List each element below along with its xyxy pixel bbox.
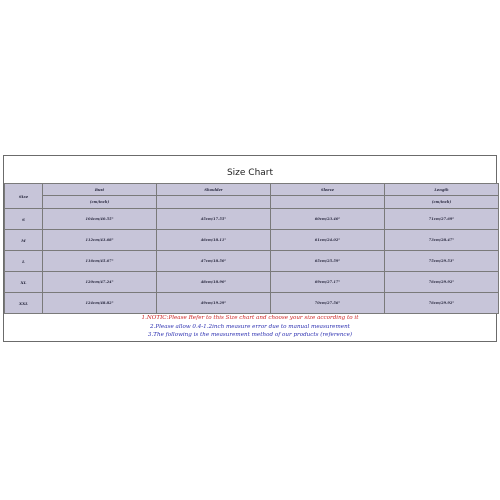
sleeve-value: 65cm/25.59" (271, 251, 385, 272)
unit-length: (cm/inch) (385, 196, 499, 209)
table-header-row (5, 184, 499, 196)
header-shoulder: Shoulder (157, 184, 271, 196)
size-label: S (5, 209, 43, 230)
size-label: L (5, 251, 43, 272)
chart-title: Size Chart (226, 168, 274, 178)
note-line: 2.Please allow 0.4-1.2inch measure error due to manual measurement (150, 323, 350, 330)
size-chart (3, 155, 497, 342)
table-unit-row (5, 196, 499, 209)
shoulder-value: 46cm/18.11" (157, 230, 271, 251)
unit-sleeve (271, 196, 385, 209)
note-line: 1.NOTIC:Please Refer to this Size chart and choose your size according to it (141, 315, 359, 321)
bust-value: 116cm/45.67" (43, 251, 157, 272)
shoulder-value: 47cm/18.50" (157, 251, 271, 272)
header-length: Length (385, 184, 499, 196)
size-notes (4, 314, 496, 340)
bust-value: 120cm/47.24" (43, 272, 157, 293)
size-label: M (5, 230, 43, 251)
sleeve-value: 61cm/24.02" (271, 230, 385, 251)
length-value: 76cm/29.92" (385, 272, 499, 293)
table-row (5, 293, 499, 314)
header-bust: Bust (43, 184, 157, 196)
bust-value: 104cm/40.55" (43, 209, 157, 230)
length-value: 71cm/27.69" (385, 209, 499, 230)
shoulder-value: 49cm/19.29" (157, 293, 271, 314)
table-row (5, 272, 499, 293)
unit-shoulder (157, 196, 271, 209)
length-value: 76cm/29.92" (385, 293, 499, 314)
shoulder-value: 48cm/18.90" (157, 272, 271, 293)
note-line: 3.The following is the measurement method of our products (reference) (147, 332, 353, 339)
header-size: Size (5, 184, 43, 209)
unit-bust: (cm/inch) (43, 196, 157, 209)
sleeve-value: 70cm/27.56" (271, 293, 385, 314)
table-row (5, 209, 499, 230)
bust-value: 124cm/48.82" (43, 293, 157, 314)
bust-value: 112cm/43.68" (43, 230, 157, 251)
length-value: 73cm/28.47" (385, 230, 499, 251)
length-value: 75cm/29.53" (385, 251, 499, 272)
size-label: XXL (5, 293, 43, 314)
header-sleeve: Sleeve (271, 184, 385, 196)
size-label: XL (5, 272, 43, 293)
table-row (5, 251, 499, 272)
table-row (5, 230, 499, 251)
sleeve-value: 69cm/27.17" (271, 272, 385, 293)
shoulder-value: 45cm/17.55" (157, 209, 271, 230)
sleeve-value: 60cm/23.40" (271, 209, 385, 230)
size-table (4, 183, 499, 314)
